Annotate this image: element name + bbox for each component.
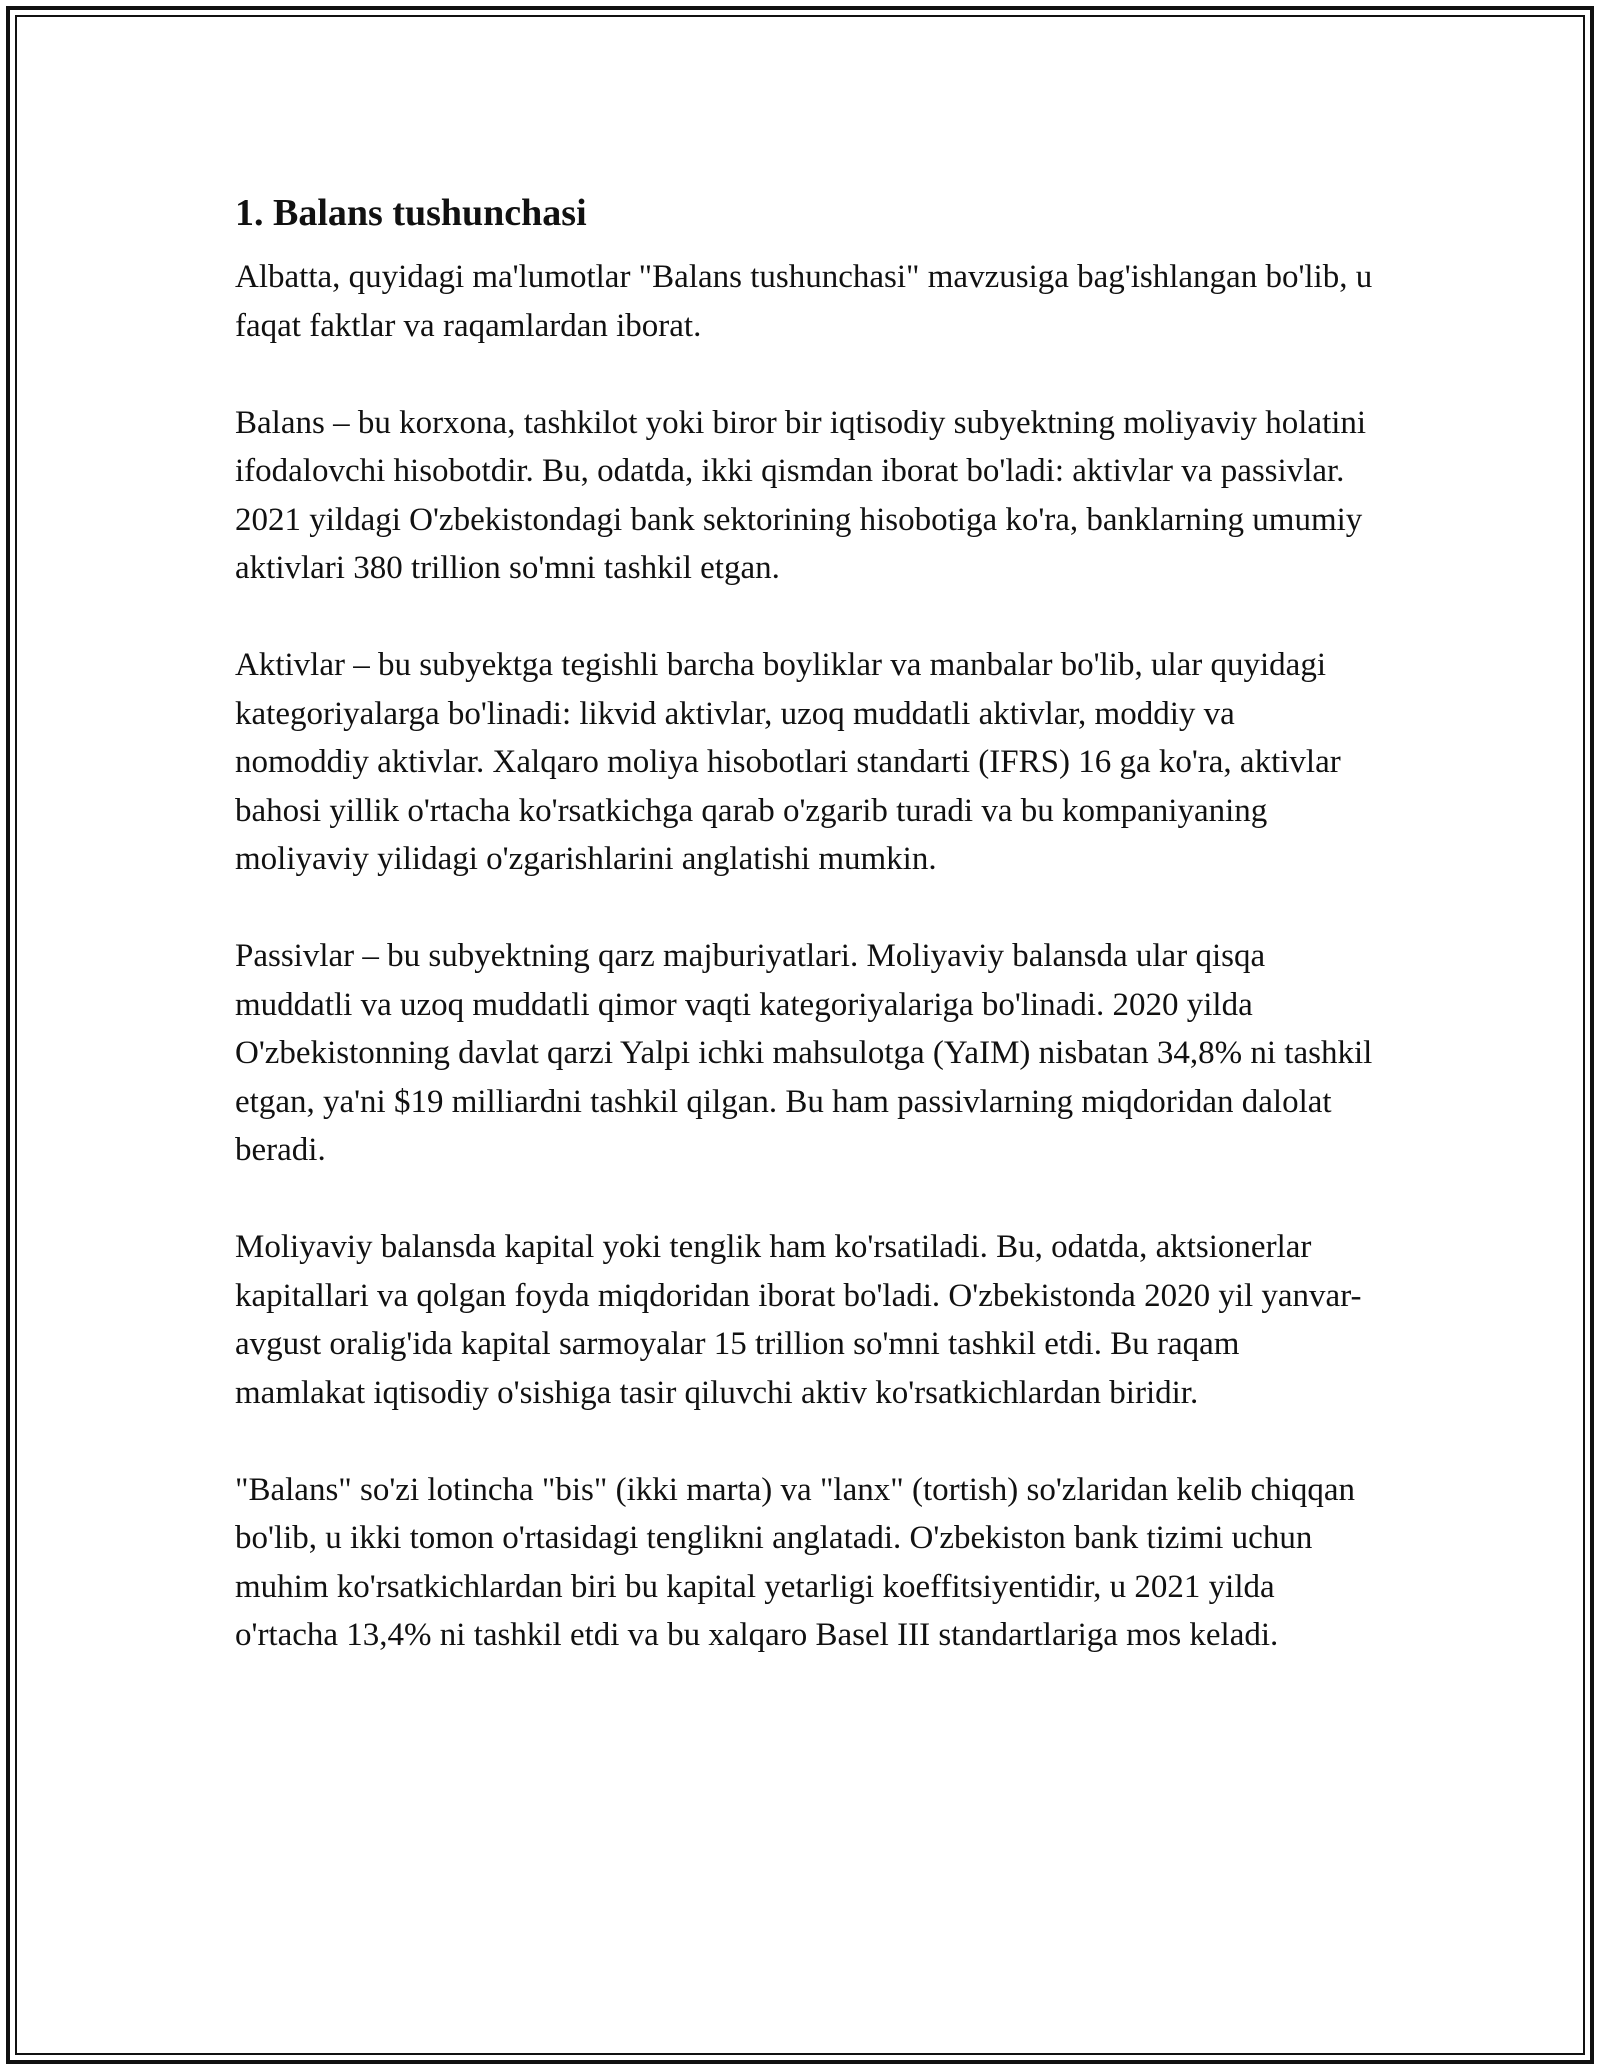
paragraph-liabilities: Passivlar – bu subyektning qarz majburiyatlari. Moliyaviy balansda ular qisqa muddatli va uzoq muddatli qimor vaqti kategoriyalariga bo'linadi. 2020 yilda O'zbekistonning davlat qarzi Yalpi ichki mahsulotga (YaIM) nisbatan 34,8% ni tashkil etgan, ya'ni $19 milliardni tashkil qilgan. Bu ham passivlarning miqdoridan dalolat beradi. [235,938,1373,1168]
paragraph-balance-definition: Balans – bu korxona, tashkilot yoki biror bir iqtisodiy subyektning moliyaviy holatini ifodalovchi hisobotdir. Bu, odatda, ikki qismdan iborat bo'ladi: aktivlar va passivlar. 2021 yildagi O'zbekistondagi bank sektorining hisobotiga ko'ra, banklarning umumiy aktivlari 380 trillion so'mni tashkil etgan. [235,404,1367,586]
paragraph-assets: Aktivlar – bu subyektga tegishli barcha boyliklar va manbalar bo'lib, ular quyidagi kategoriyalarga bo'linadi: likvid aktivlar, uzoq muddatli aktivlar, moddiy va nomoddiy aktivlar. Xalqaro moliya hisobotlari standarti (IFRS) 16 ga ko'ra, aktivlar bahosi yillik o'rtacha ko'rsatkichga qarab o'zgarib turadi va bu kompaniyaning moliyaviy yilidagi o'zgarishlarini anglatishi mumkin. [235,647,1341,877]
paragraph-intro: Albatta, quyidagi ma'lumotlar "Balans tushunchasi" mavzusiga bag'ishlangan bo'lib, u faqat faktlar va raqamlardan iborat. [235,259,1373,344]
paragraph-etymology: "Balans" so'zi lotincha "bis" (ikki marta) va "lanx" (tortish) so'zlaridan kelib chiqqan bo'lib, u ikki tomon o'rtasidagi tenglikni anglatadi. O'zbekiston bank tizimi uchun muhim ko'rsatkichlardan biri bu kapital yetarligi koeffitsiyentidir, u 2021 yilda o'rtacha 13,4% ni tashkil etdi va bu xalqaro Basel III standartlariga mos keladi. [235,1471,1356,1653]
document-body [235,187,1375,1708]
paragraph-equity: Moliyaviy balansda kapital yoki tenglik ham ko'rsatiladi. Bu, odatda, aktsionerlar kapitallari va qolgan foyda miqdoridan iborat bo'ladi. O'zbekistonda 2020 yil yanvar-avgust oralig'ida kapital sarmoyalar 15 trillion so'mni tashkil etdi. Bu raqam mamlakat iqtisodiy o'sishiga tasir qiluvchi aktiv ko'rsatkichlardan biridir. [235,1229,1362,1411]
section-heading: 1. Balans tushunchasi [235,192,587,234]
